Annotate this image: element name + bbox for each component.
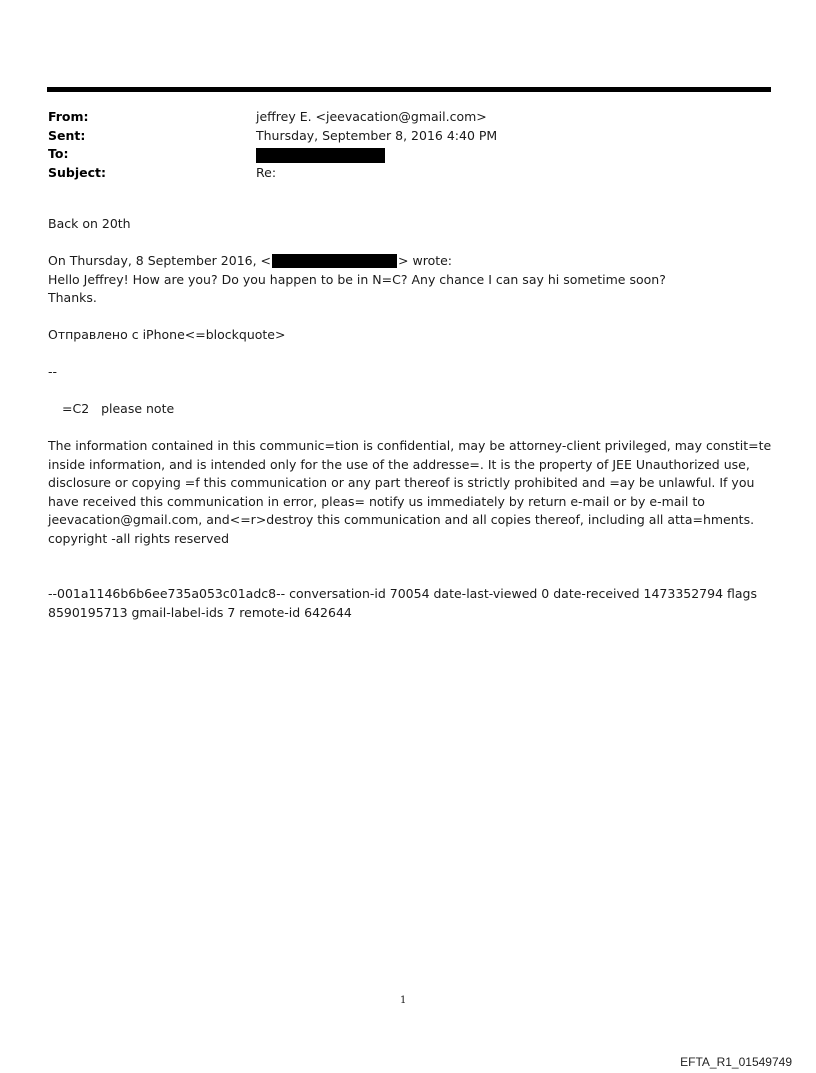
to-label: To: (48, 146, 69, 161)
quote-line: Hello Jeffrey! How are you? Do you happen to be in N=C? Any chance I can say hi sometime soon? (48, 271, 666, 287)
quote-intro (48, 252, 776, 271)
redaction-box (272, 254, 397, 268)
thanks-line: Thanks. (48, 290, 97, 305)
document-id: EFTA_R1_01549749 (680, 1055, 792, 1069)
sent-from-line: Отправлено с iPhone<=blockquote> (48, 327, 286, 342)
reply-text: Back on 20th (48, 216, 131, 231)
redaction-box (256, 148, 385, 163)
page-number: 1 (400, 995, 407, 1006)
to-value (256, 145, 385, 164)
sent-row (48, 127, 748, 146)
note-line: =C2 please note (62, 401, 175, 416)
sent-label: Sent: (48, 127, 86, 143)
subject-row (48, 164, 748, 183)
quote-intro-suffix: > wrote: (398, 253, 453, 268)
email-header (48, 108, 748, 182)
subject-value: Re: (256, 164, 277, 180)
subject-label: Subject: (48, 164, 106, 180)
metadata-line: --001a1146b6b6ee735a053c01adc8-- conversation-id 70054 date-last-viewed 0 date-received 1473352794 flags 8590195713 gmail-label-ids 7 remote-id 642644 (48, 586, 757, 620)
disclaimer: The information contained in this communic=tion is confidential, may be attorney-client privileged, may constit=te inside information, and is intended only for the use of the addresse=. It is the property of JEE Unauthorized use, disclosure or copying =f this communication or any part thereof is strictly prohibited and =ay be unlawful. If you have received this communication in error, pleas= notify us immediately by return e-mail or by e-mail to jeevacation@gmail.com, and<=r>destroy this communication and all copies thereof, including all atta=hments. copyright -all rights reserved (48, 438, 772, 546)
email-body (48, 215, 776, 622)
from-label: From: (48, 109, 89, 124)
from-row (48, 108, 748, 127)
to-row (48, 145, 748, 164)
signature-separator: -- (48, 364, 58, 379)
from-value: jeffrey E. <jeevacation@gmail.com> (256, 109, 487, 124)
quote-intro-prefix: On Thursday, 8 September 2016, < (48, 253, 272, 268)
sent-value: Thursday, September 8, 2016 4:40 PM (256, 127, 498, 143)
header-rule (47, 87, 771, 92)
